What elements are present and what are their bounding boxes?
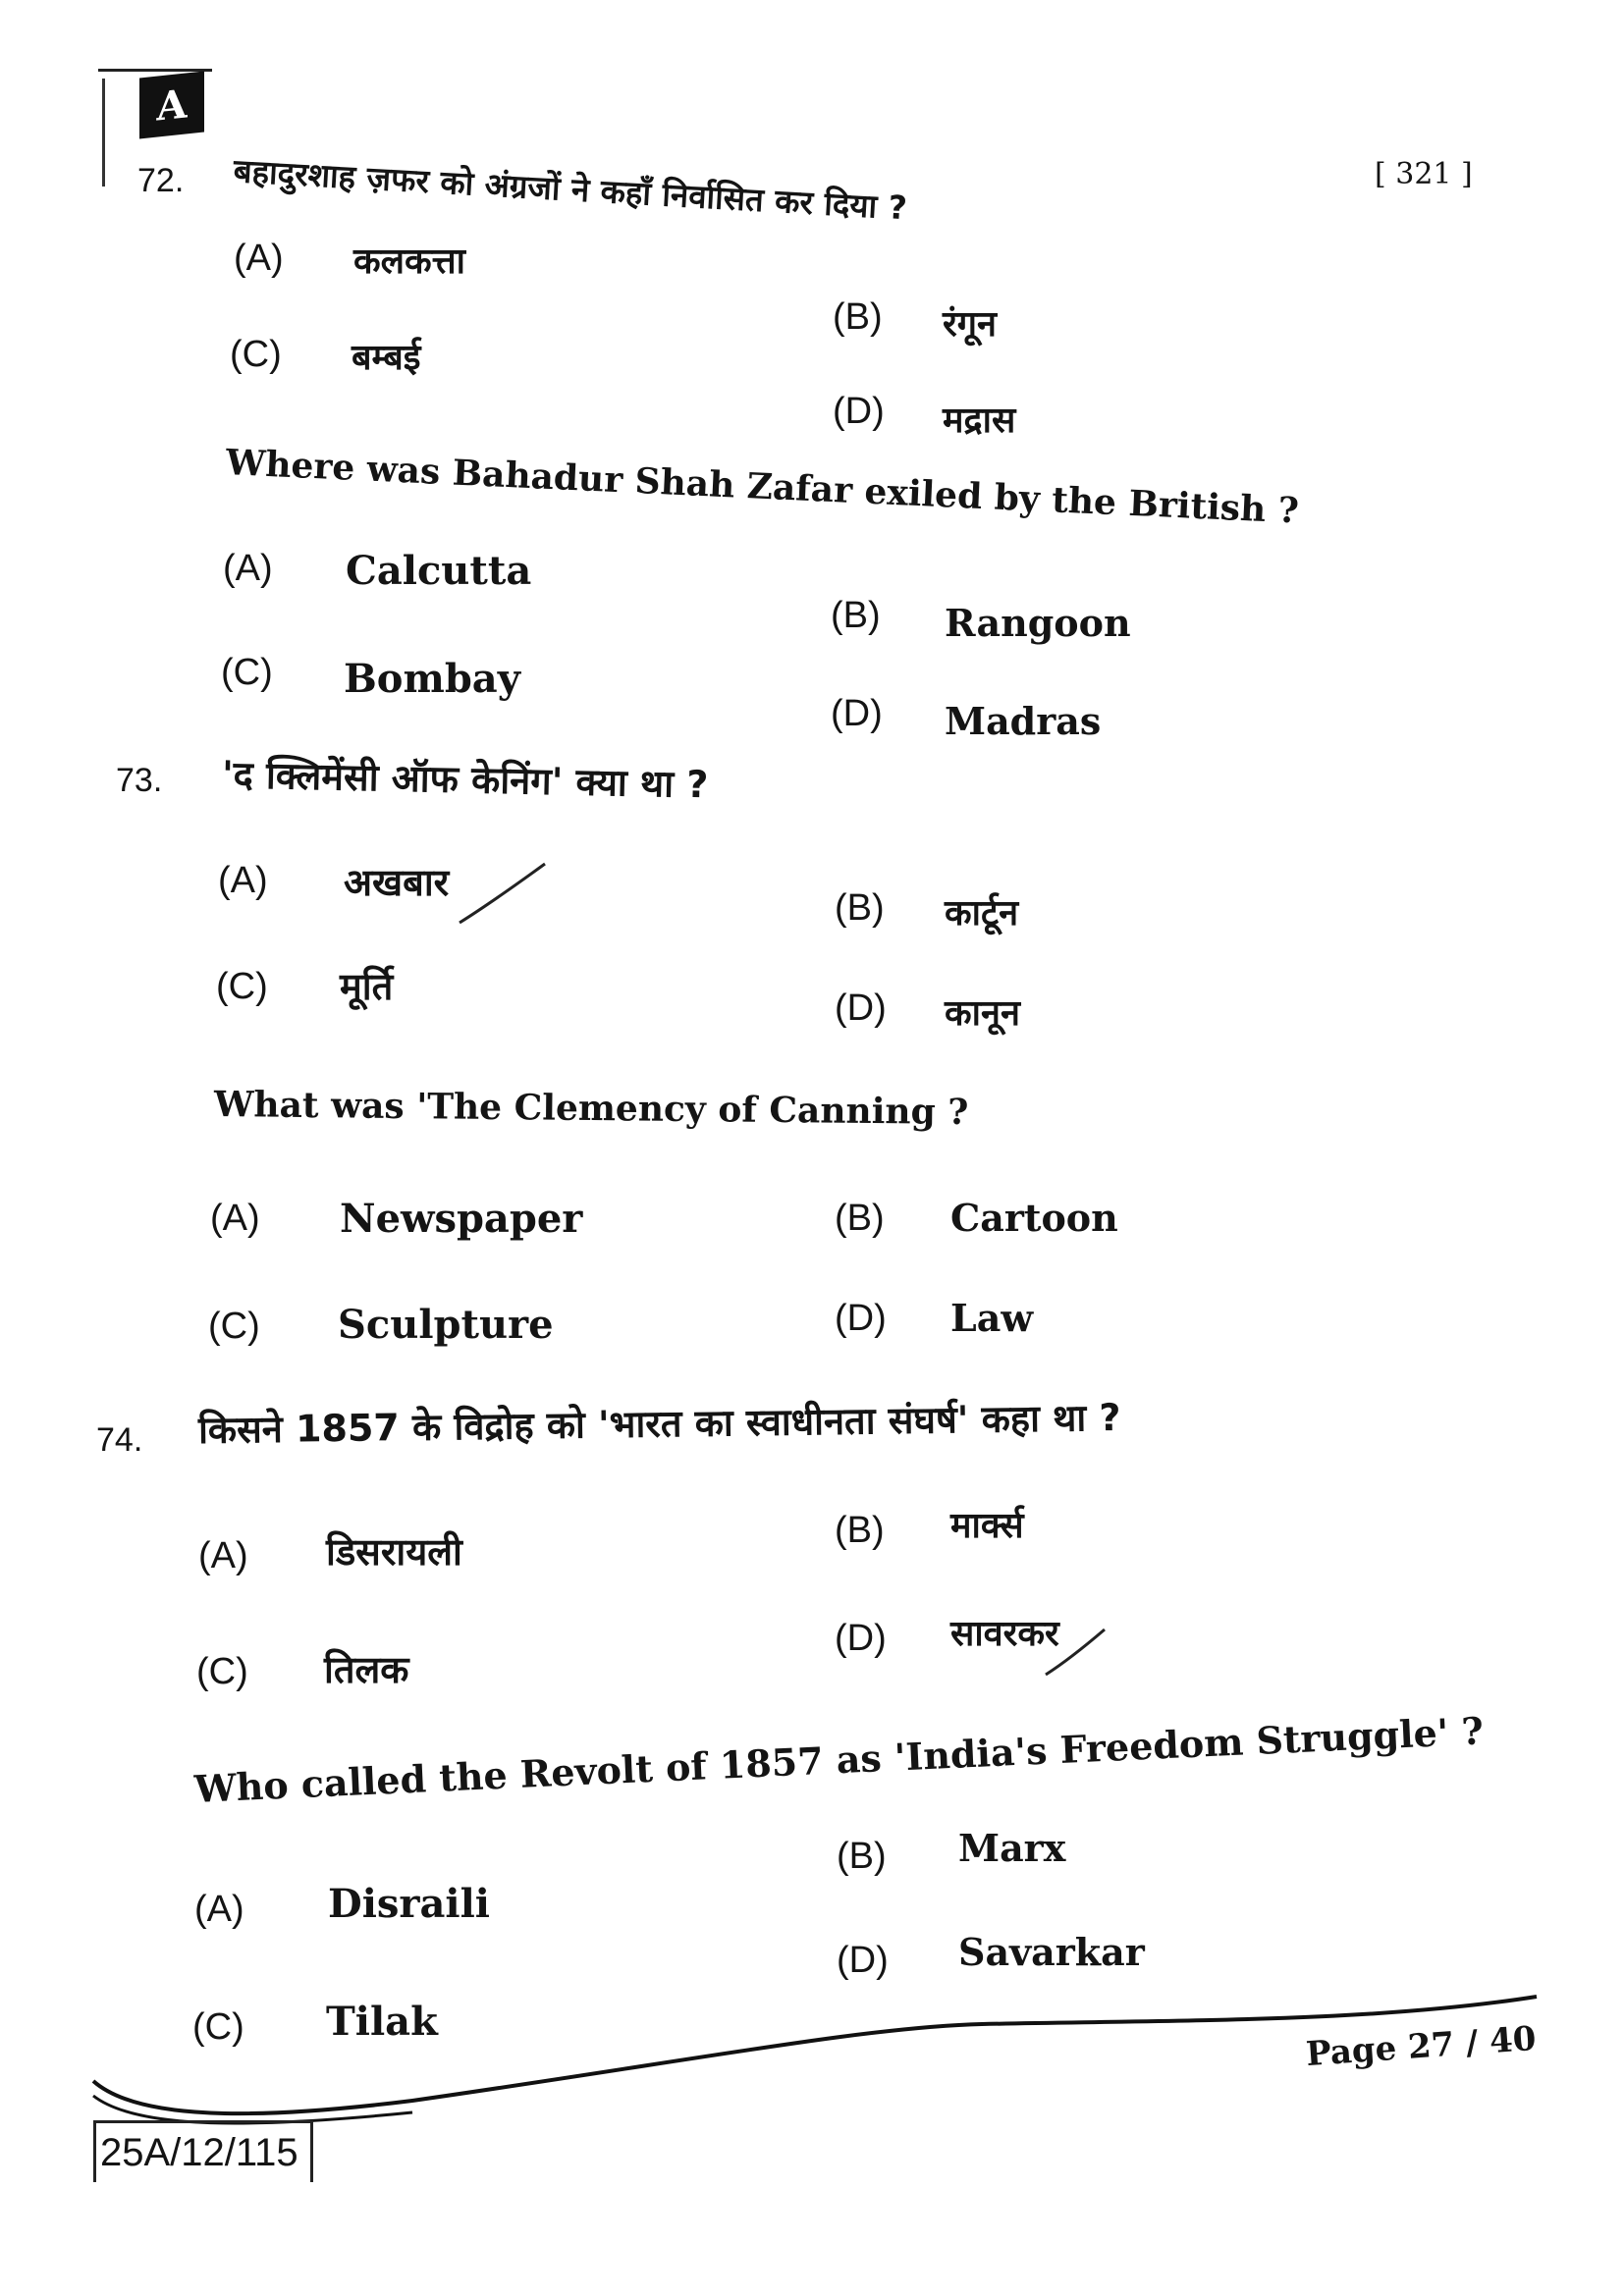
question-number: 72. bbox=[137, 162, 185, 199]
option-text: Marx bbox=[958, 1826, 1066, 1870]
option-label: (B) bbox=[835, 887, 885, 929]
option-text: Cartoon bbox=[950, 1196, 1118, 1240]
option-label: (A) bbox=[198, 1535, 248, 1576]
option-label: (C) bbox=[216, 966, 268, 1007]
option-label: (A) bbox=[223, 548, 273, 589]
option-text: डिसरायली bbox=[326, 1530, 462, 1574]
set-badge: A bbox=[139, 72, 204, 139]
page-indicator: Page 27 / 40 bbox=[1304, 2018, 1538, 2075]
option-text: Sculpture bbox=[338, 1302, 554, 1348]
option-text: मार्क्स bbox=[950, 1506, 1024, 1546]
check-mark-icon bbox=[460, 864, 545, 923]
option-text: तिलक bbox=[324, 1648, 409, 1691]
option-text: Newspaper bbox=[340, 1196, 583, 1242]
question-text-english: What was 'The Clemency of Canning ? bbox=[213, 1084, 969, 1134]
option-label: (D) bbox=[837, 1940, 889, 1981]
margin-rule bbox=[102, 79, 105, 187]
option-text: Rangoon bbox=[945, 601, 1131, 645]
question-number: 73. bbox=[116, 762, 163, 799]
option-text: सावरकर bbox=[950, 1614, 1059, 1654]
option-label: (B) bbox=[835, 1510, 885, 1551]
question-text-english: Who called the Revolt of 1857 as 'India's Freedom Struggle' ? bbox=[192, 1708, 1485, 1811]
option-label: (B) bbox=[837, 1836, 887, 1877]
question-text-hindi: बहादुरशाह ज़फर को अंग्रजों ने कहाँ निर्वासित कर दिया ? bbox=[232, 151, 908, 228]
question-number: 74. bbox=[96, 1421, 143, 1459]
option-text: Calcutta bbox=[346, 548, 532, 594]
option-label: (D) bbox=[835, 988, 887, 1029]
option-text: Madras bbox=[945, 699, 1102, 743]
option-text: कार्टून bbox=[945, 893, 1019, 934]
page-code: [ 321 ] bbox=[1375, 157, 1473, 191]
option-text: Law bbox=[950, 1296, 1034, 1340]
option-text: रंगून bbox=[943, 304, 997, 345]
footer-rule-inner bbox=[93, 2096, 412, 2123]
option-label: (C) bbox=[208, 1306, 260, 1347]
option-label: (D) bbox=[831, 693, 883, 734]
option-text: Disraili bbox=[328, 1881, 490, 1927]
option-label: (A) bbox=[194, 1889, 244, 1930]
option-label: (C) bbox=[221, 652, 273, 693]
option-text: मद्रास bbox=[943, 400, 1016, 441]
option-label: (C) bbox=[230, 334, 282, 375]
option-label: (A) bbox=[218, 860, 268, 901]
option-label: (A) bbox=[210, 1198, 260, 1239]
option-text: कानून bbox=[945, 993, 1020, 1034]
option-text: कलकत्ता bbox=[353, 241, 465, 282]
paper-code: 25A/12/115 bbox=[93, 2120, 313, 2182]
option-text: मूर्ति bbox=[340, 965, 394, 1008]
option-text: Savarkar bbox=[958, 1930, 1145, 1974]
option-text: Bombay bbox=[344, 656, 520, 702]
option-label: (C) bbox=[192, 2006, 244, 2048]
option-label: (D) bbox=[835, 1298, 887, 1339]
option-label: (B) bbox=[835, 1198, 885, 1239]
option-label: (D) bbox=[833, 391, 885, 432]
question-text-english: Where was Bahadur Shah Zafar exiled by the British ? bbox=[225, 442, 1300, 532]
option-label: (A) bbox=[234, 238, 284, 279]
option-text: बम्बई bbox=[352, 338, 421, 378]
option-label: (B) bbox=[833, 296, 883, 338]
question-text-hindi: 'द क्लिमेंसी ऑफ केनिंग' क्या था ? bbox=[221, 753, 709, 807]
option-text: अखबार bbox=[344, 861, 450, 904]
option-label: (C) bbox=[196, 1651, 248, 1692]
option-label: (D) bbox=[835, 1618, 887, 1659]
option-label: (B) bbox=[831, 595, 881, 636]
question-text-hindi: किसने 1857 के विद्रोह को 'भारत का स्वाधीनता संघर्ष' कहा था ? bbox=[197, 1395, 1121, 1452]
option-text: Tilak bbox=[326, 1999, 438, 2045]
